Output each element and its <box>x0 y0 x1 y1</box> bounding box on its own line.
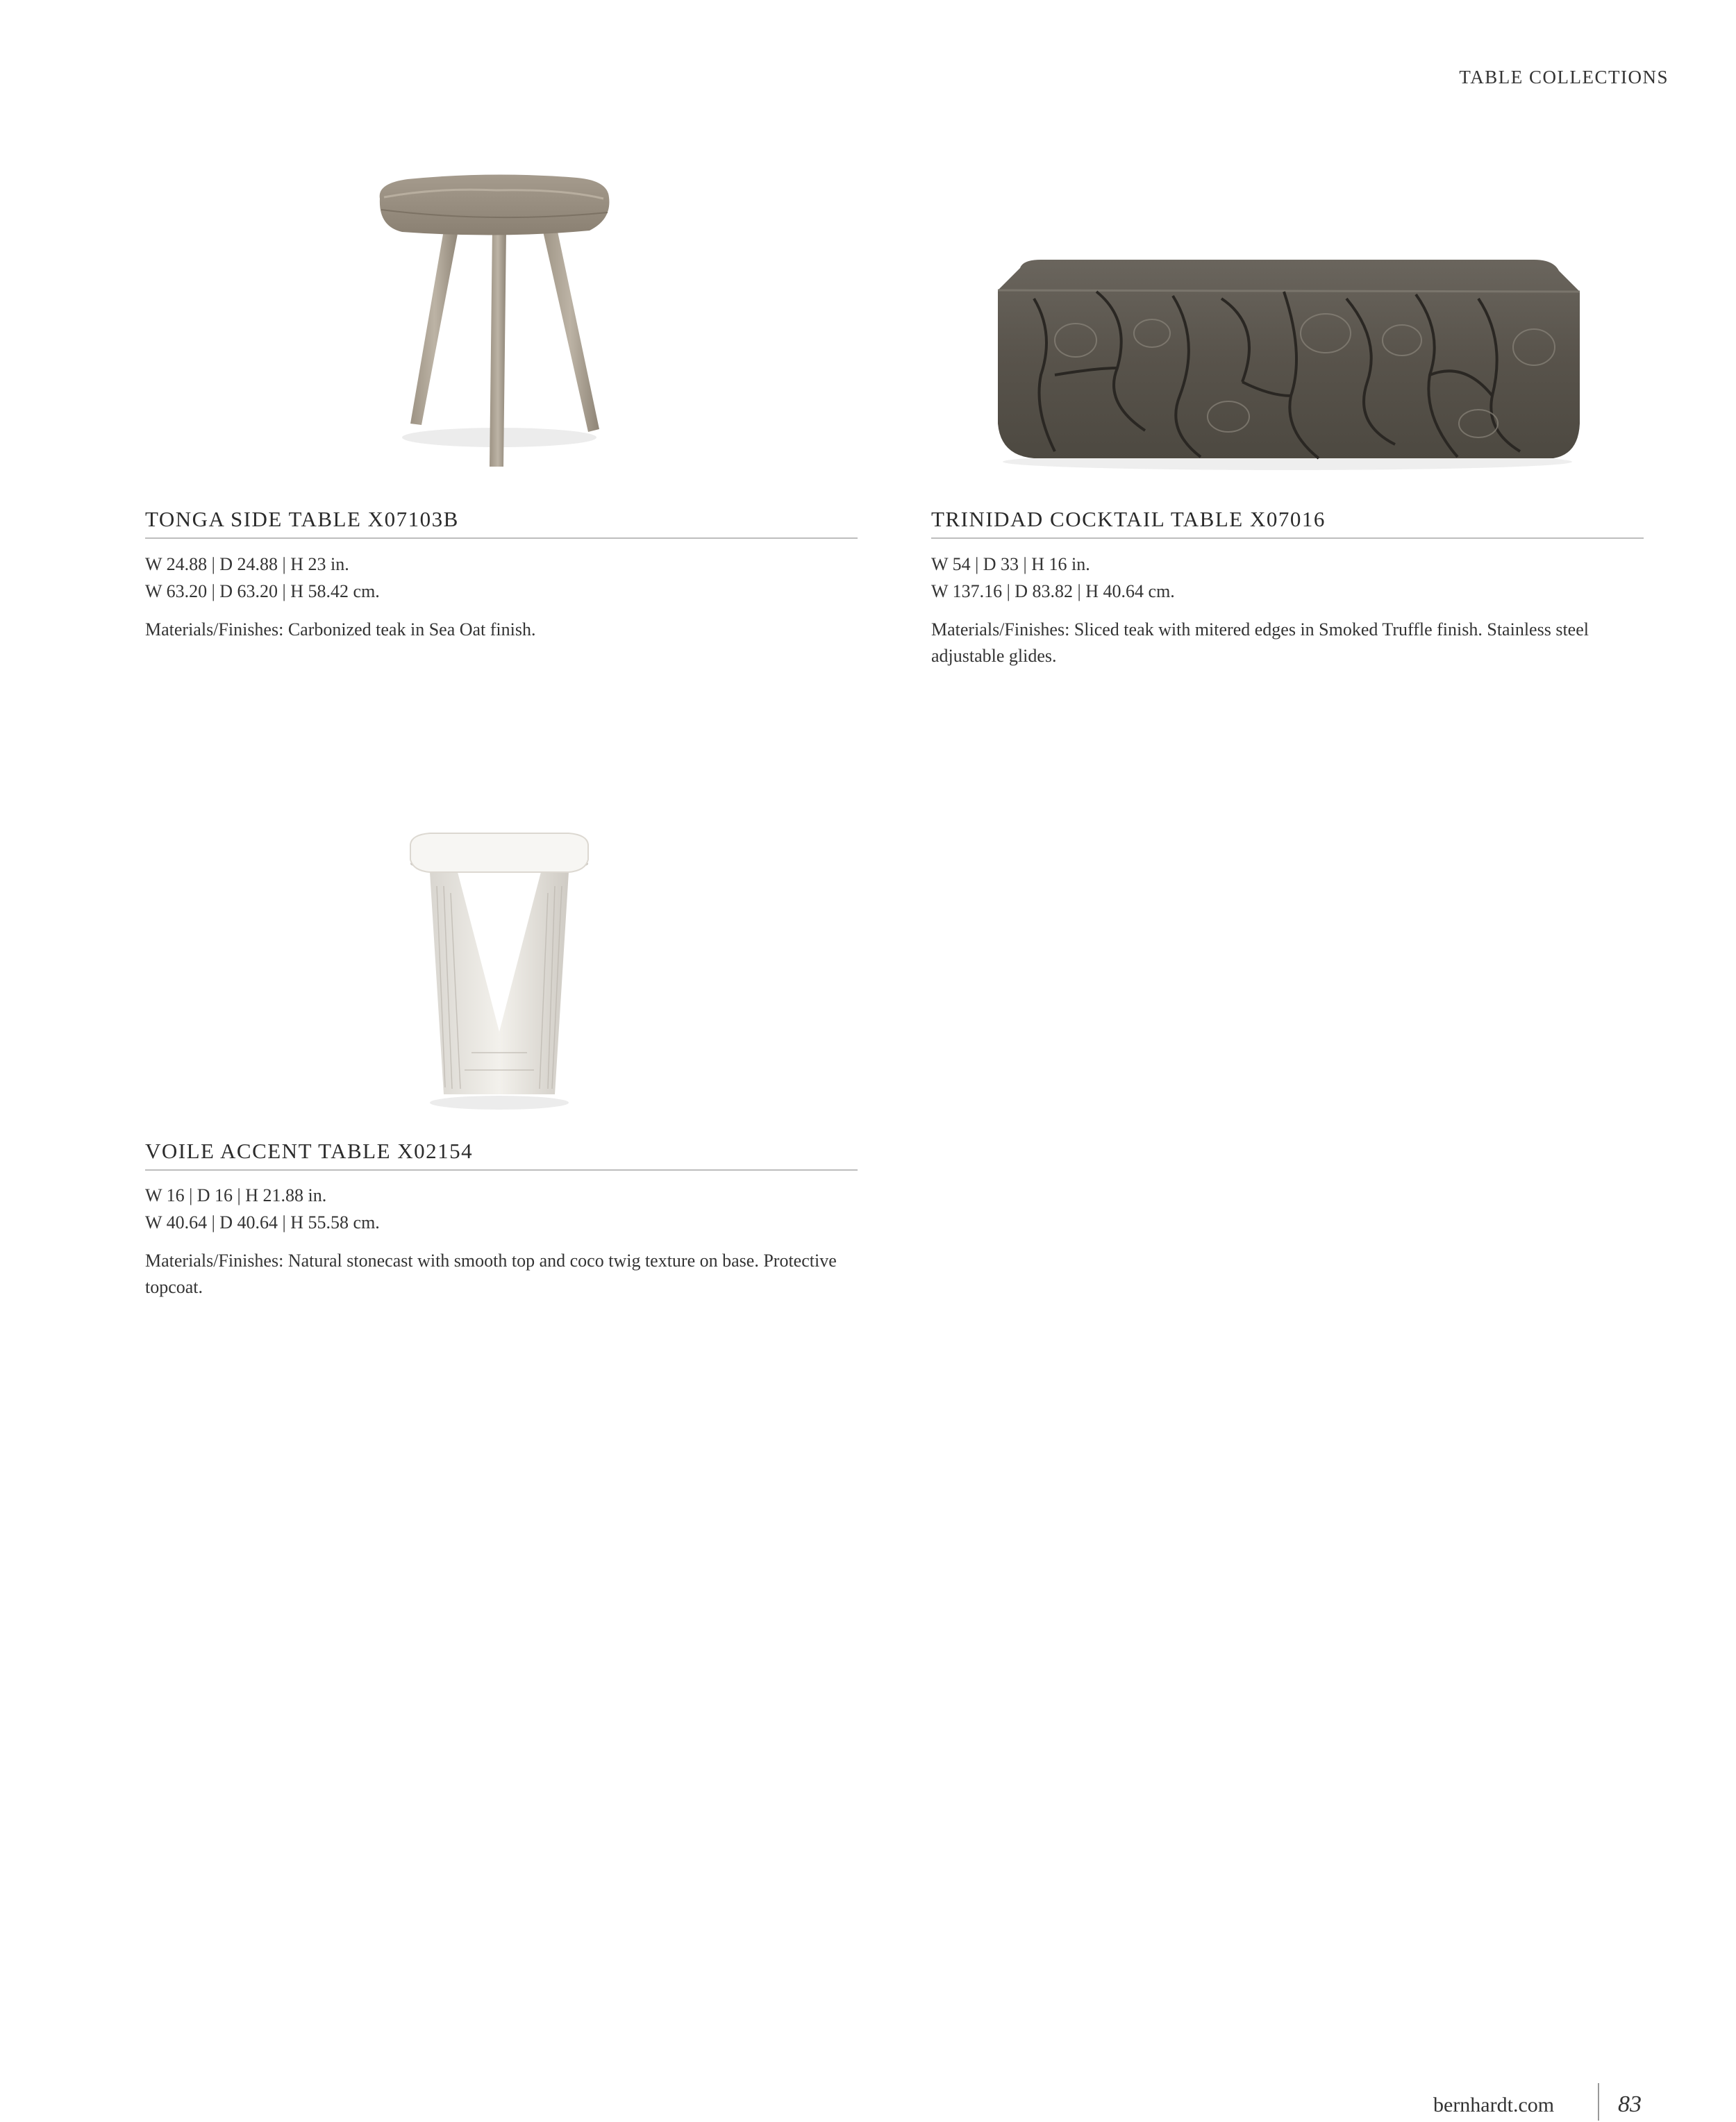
product-trinidad <box>931 167 1644 680</box>
product-title: VOILE ACCENT TABLE X02154 <box>145 1139 858 1171</box>
product-materials: Materials/Finishes: Sliced teak with mitered edges in Smoked Truffle finish. Stainless steel adjustable glides. <box>931 619 1589 666</box>
product-title: TRINIDAD COCKTAIL TABLE X07016 <box>931 507 1644 539</box>
side-table-photo <box>353 167 645 472</box>
product-dims-cm: W 63.20 | D 63.20 | H 58.42 cm. <box>145 581 380 601</box>
footer-divider <box>1598 2083 1599 2121</box>
product-voile <box>145 819 858 1326</box>
product-dims-in: W 16 | D 16 | H 21.88 in. <box>145 1185 327 1205</box>
section-label: TABLE COLLECTIONS <box>1459 67 1669 87</box>
product-materials: Materials/Finishes: Natural stonecast with smooth top and coco twig texture on base. Protective topcoat. <box>145 1251 837 1297</box>
product-tonga <box>145 167 858 653</box>
product-dims-in: W 54 | D 33 | H 16 in. <box>931 554 1090 574</box>
accent-table-photo <box>402 830 596 1115</box>
product-dims-cm: W 137.16 | D 83.82 | H 40.64 cm. <box>931 581 1175 601</box>
product-title: TONGA SIDE TABLE X07103B <box>145 507 858 539</box>
cocktail-table-photo <box>992 257 1583 472</box>
footer-website: bernhardt.com <box>1433 2094 1555 2116</box>
page-number: 83 <box>1618 2091 1642 2117</box>
product-dims-in: W 24.88 | D 24.88 | H 23 in. <box>145 554 349 574</box>
product-dims-cm: W 40.64 | D 40.64 | H 55.58 cm. <box>145 1212 380 1233</box>
product-materials: Materials/Finishes: Carbonized teak in Sea Oat finish. <box>145 619 536 640</box>
